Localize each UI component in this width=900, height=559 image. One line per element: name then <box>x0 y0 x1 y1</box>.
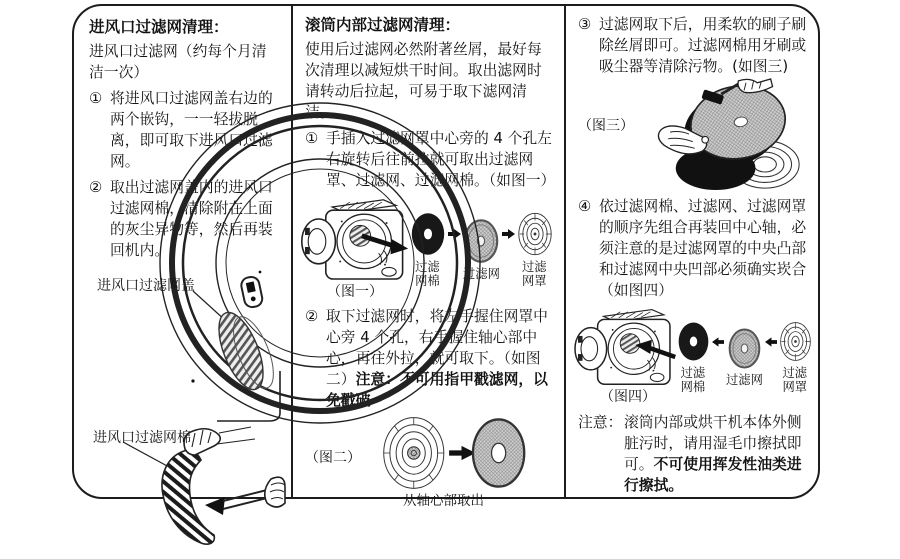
right-step-3 <box>578 14 808 77</box>
figure-1-caption: （图一） <box>327 284 383 300</box>
disc-label-cover: 过滤网罩 <box>782 365 808 394</box>
right-arrow-icon <box>502 229 515 239</box>
step-text: 取出过滤网盖内的进风口过滤网棉，清除附在上面的灰尘异物等，然后再装回机内。 <box>110 179 273 259</box>
figure-inlet-cover <box>89 273 279 425</box>
figure-inlet-cotton <box>89 427 279 559</box>
step-text: 将进风口过滤网盖右边的两个嵌钩，一一轻拔脱离，即可取下进风口过滤网。 <box>110 90 273 170</box>
disc-label-cotton: 过滤网棉 <box>415 259 440 288</box>
inlet-cover-label: 进风口过滤网盖 <box>97 278 195 294</box>
manual-page-frame <box>72 4 820 509</box>
left-arrow-icon <box>765 337 777 347</box>
figure-4-caption: （图四） <box>600 389 656 405</box>
brushing-filter-illustration <box>648 79 806 191</box>
left-arrow-icon <box>712 337 724 347</box>
note-label: 注意： <box>578 414 623 431</box>
step-number: ④ <box>578 198 592 215</box>
disc-label-net: 过滤网 <box>463 266 500 281</box>
step-number: ① <box>305 130 319 147</box>
filter-cover-disc-illustration <box>517 211 553 257</box>
note-text-normal: 滚筒内部或烘干机本体外侧脏污时，请用湿毛巾擦拭即可。 <box>624 414 802 473</box>
figure-1 <box>305 197 554 301</box>
step-number: ② <box>89 179 103 196</box>
panel-middle-intro: 使用后过滤网必然附著丝屑，最好每次清理以减短烘干时间。取出滤网时请转动后拉起，可易于取下滤网清洁。 <box>305 41 542 121</box>
disc-label-net: 过滤网 <box>726 372 763 387</box>
step-number: ③ <box>578 16 592 33</box>
dryer-illustration <box>305 197 409 281</box>
panel-left-title: 进风口过滤网清理： <box>89 18 229 36</box>
step-text-normal: 取下过滤网时，将左手握住网罩中心旁 4 个孔，右手握住轴心部中心，再往外拉，就可取下。（如图二） <box>326 308 548 388</box>
disc-label-cotton: 过滤网棉 <box>680 365 706 394</box>
step-text: 过滤网取下后，用柔软的刷子刷除丝屑即可。过滤网棉用牙刷或吸尘器等清除污物。(如图三) <box>599 16 807 75</box>
bottom-note <box>578 412 808 496</box>
figure-3-caption: （图三） <box>578 118 634 134</box>
filter-cotton-disc-illustration <box>677 320 710 363</box>
step-number: ② <box>305 308 319 325</box>
hand-top <box>738 79 773 93</box>
panel-steps-3-4 <box>564 6 816 497</box>
filter-cover-disc-illustration <box>779 320 812 363</box>
panel-middle-title: 滚筒内部过滤网清理： <box>305 16 461 34</box>
dryer-illustration <box>578 307 676 386</box>
inlet-cotton-label: 进风口过滤网棉 <box>93 430 191 446</box>
note-text-warning: 不可使用挥发性油类进行擦拭。 <box>624 456 802 494</box>
step-text: 依过滤网棉、过滤网、过滤网罩的顺序先组合再装回中心轴，必须注意的是过滤网罩的中央凸部和过滤网中央凹部必须确实崁合（如图四） <box>599 198 807 299</box>
figure-2 <box>305 415 554 509</box>
panel-left-intro: 进风口过滤网（约每个月清洁一次） <box>89 43 267 81</box>
dryer-back-grille-illustration <box>89 273 285 425</box>
filter-cotton-disc-illustration <box>410 211 446 257</box>
hand-right <box>265 477 285 507</box>
note-text <box>624 412 808 496</box>
step-number: ① <box>89 90 103 107</box>
figure-4 <box>578 307 808 406</box>
filter-net-disc-illustration <box>728 327 761 370</box>
step-text-warning: 注意：不可用指甲戳滤网，以免戳破 <box>326 371 548 409</box>
panel-drum-filter <box>291 6 564 509</box>
step-text: 手插入过滤网罩中心旁的 4 个孔左右旋转后往前拉就可取出过滤网罩、过滤网、过滤网棉。（如图一） <box>326 130 556 189</box>
remove-from-hub-illustration <box>369 415 531 491</box>
right-step-4 <box>578 196 808 301</box>
figure-2-caption: （图二） <box>305 450 361 466</box>
panel-inlet-filter <box>74 6 291 497</box>
figure-2-note: 从轴心部取出 <box>403 493 484 509</box>
figure-3 <box>578 79 808 191</box>
disc-label-cover: 过滤网罩 <box>521 259 547 288</box>
